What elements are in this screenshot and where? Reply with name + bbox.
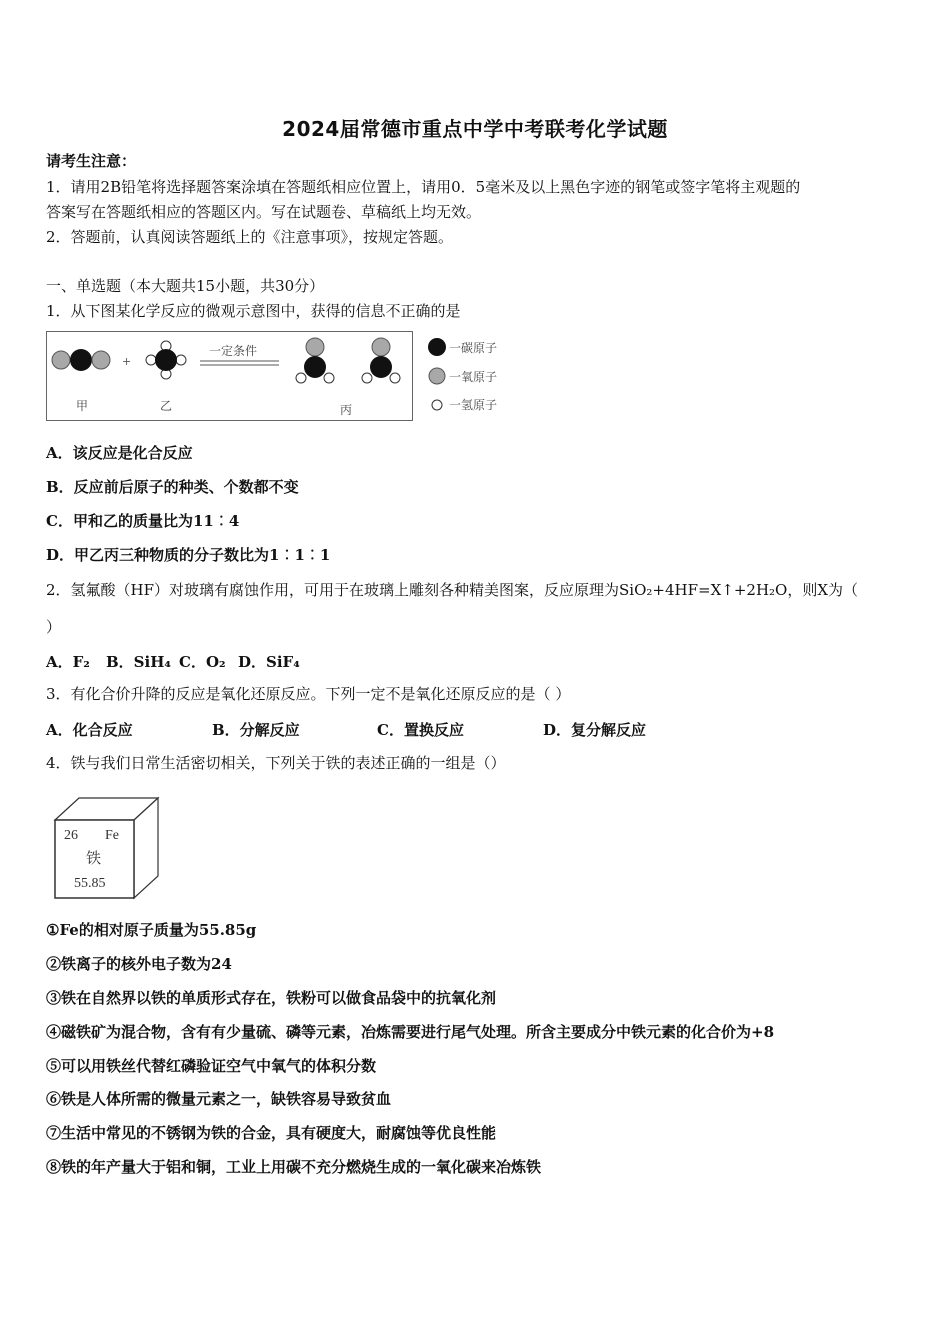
- q4-stem: 4．铁与我们日常生活密切相关，下列关于铁的表述正确的一组是（）: [46, 754, 506, 772]
- q2-option-c: C．O₂: [179, 653, 226, 671]
- molecule-product-2: [362, 338, 400, 383]
- q4-statement-2: ②铁离子的核外电子数为24: [46, 955, 232, 973]
- q1-option-a: A．该反应是化合反应: [46, 444, 193, 462]
- atom-legend: [427, 336, 527, 420]
- oxygen-atom-icon: [429, 368, 445, 384]
- notice-item-2: 2．答题前，认真阅读答题纸上的《注意事项》，按规定答题。: [46, 228, 454, 246]
- q3-option-b: B．分解反应: [212, 721, 300, 739]
- q3-option-d: D．复分解反应: [543, 721, 647, 739]
- q1-option-d: D．甲乙丙三种物质的分子数比为1︰1︰1: [46, 546, 331, 564]
- q2-stem-line-2: ）: [46, 618, 62, 636]
- label-jia: 甲: [76, 399, 89, 413]
- molecule-co2: [52, 349, 110, 371]
- q4-statement-5: ⑤可以用铁丝代替红磷验证空气中氧气的体积分数: [46, 1057, 377, 1075]
- legend-hydrogen: 一氢原子: [449, 398, 498, 412]
- q2-stem-line-1: 2．氢氟酸（HF）对玻璃有腐蚀作用，可用于在玻璃上雕刻各种精美图案，反应原理为SiO₂+4HF=X↑+2H₂O，则X为（: [46, 581, 859, 599]
- molecule-product-1: [296, 338, 334, 383]
- element-name: 铁: [86, 849, 102, 867]
- notice-heading: 请考生注意：: [46, 152, 137, 170]
- q2-option-b: B．SiH₄: [106, 653, 171, 671]
- q2-option-d: D．SiF₄: [238, 653, 300, 671]
- plus-sign: +: [122, 355, 132, 368]
- section-heading: 一、单选题（本大题共15小题，共30分）: [46, 277, 325, 295]
- q3-option-c: C．置换反应: [377, 721, 464, 739]
- q1-option-c: C．甲和乙的质量比为11︰4: [46, 512, 240, 530]
- q3-option-a: A．化合反应: [46, 721, 133, 739]
- q4-statement-4: ④磁铁矿为混合物，含有有少量硫、磷等元素，冶炼需要进行尾气处理。所含主要成分中铁元素的化合价为+8: [46, 1023, 775, 1041]
- label-bing: 丙: [340, 403, 353, 417]
- q4-statement-7: ⑦生活中常见的不锈钢为铁的合金，具有硬度大，耐腐蚀等优良性能: [46, 1124, 497, 1142]
- hydrogen-atom-icon: [432, 400, 442, 410]
- condition-label: 一定条件: [209, 344, 258, 358]
- notice-item-1-line-2: 答案写在答题纸相应的答题区内。写在试题卷、草稿纸上均无效。: [46, 203, 482, 221]
- q4-statement-3: ③铁在自然界以铁的单质形式存在，铁粉可以做食品袋中的抗氧化剂: [46, 989, 497, 1007]
- element-symbol: Fe: [105, 828, 119, 843]
- exam-title: 2024届常德市重点中学中考联考化学试题: [282, 117, 668, 141]
- atom-legend-svg: [427, 336, 527, 420]
- atomic-number: 26: [64, 828, 78, 843]
- molecule-ch4: [146, 341, 186, 379]
- reaction-diagram-svg: [47, 332, 412, 420]
- reaction-diagram: [46, 331, 413, 421]
- carbon-atom-icon: [428, 338, 446, 356]
- atomic-mass: 55.85: [74, 876, 106, 891]
- iron-element-cell: [52, 796, 162, 901]
- q1-stem: 1．从下图某化学反应的微观示意图中，获得的信息不正确的是: [46, 302, 461, 320]
- q3-stem: 3．有化合价升降的反应是氧化还原反应。下列一定不是氧化还原反应的是（ ）: [46, 685, 571, 703]
- notice-item-1-line-1: 1．请用2B铅笔将选择题答案涂填在答题纸相应位置上，请用0．5毫米及以上黑色字迹的钢笔或签字笔将主观题的: [46, 178, 801, 196]
- iron-element-cell-svg: [52, 796, 162, 901]
- q4-statement-8: ⑧铁的年产量大于铝和铜，工业上用碳不充分燃烧生成的一氧化碳来冶炼铁: [46, 1158, 542, 1176]
- legend-carbon: 一碳原子: [449, 341, 498, 355]
- legend-oxygen: 一氧原子: [449, 370, 498, 384]
- q2-option-a: A．F₂: [46, 653, 90, 671]
- q4-statement-6: ⑥铁是人体所需的微量元素之一，缺铁容易导致贫血: [46, 1090, 392, 1108]
- q1-option-b: B．反应前后原子的种类、个数都不变: [46, 478, 299, 496]
- label-yi: 乙: [160, 399, 173, 413]
- q4-statement-1: ①Fe的相对原子质量为55.85g: [46, 921, 257, 939]
